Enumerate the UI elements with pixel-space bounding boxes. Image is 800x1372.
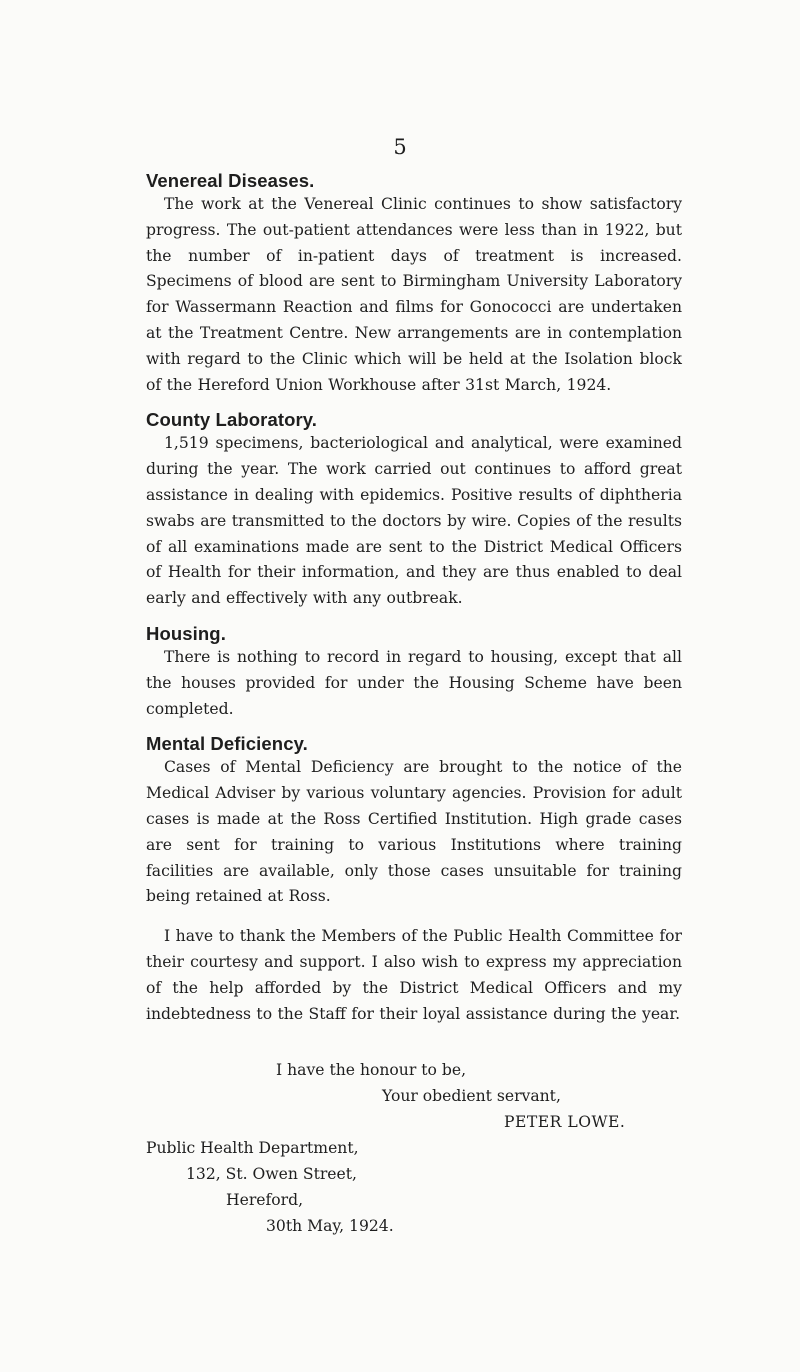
signoff-city: Hereford, bbox=[226, 1191, 304, 1210]
signoff-signature: PETER LOWE. bbox=[504, 1113, 626, 1132]
signoff-department: Public Health Department, bbox=[146, 1139, 359, 1158]
section-paragraph: The work at the Venereal Clinic continues to show satisfactory progress. The out-patient attendances were less than in 1922, but the number of in-patient days of treatment is increased. Specimens of blood are sent to Birmingham University Laboratory for Wassermann Reaction and films for Gonococci are undertaken at the Treatment Centre. New arrangements are in contemplation with regard to the Clinic which will be held at the Isolation block of the Hereford Union Workhouse after 31st March, 1924. bbox=[146, 195, 682, 394]
page-number: 5 bbox=[393, 135, 407, 159]
section-housing bbox=[146, 623, 682, 722]
signoff-servant: Your obedient servant, bbox=[382, 1087, 561, 1106]
signoff-date: 30th May, 1924. bbox=[266, 1217, 394, 1236]
section-paragraph: Cases of Mental Deficiency are brought to the notice of the Medical Adviser by various voluntary agencies. Provision for adult cases is made at the Ross Certified Institution. High grade cases are sent for training to various Institutions where training facilities are available, only those cases unsuitable for training being retained at Ross. bbox=[146, 758, 682, 906]
section-heading: Mental Deficiency. bbox=[146, 733, 308, 755]
closing-paragraph: I have to thank the Members of the Public Health Committee for their courtesy and support. I also wish to express my appreciation of the help afforded by the District Medical Officers and my indebtedness to the Staff for their loyal assistance during the year. bbox=[146, 927, 682, 1023]
section-county-laboratory bbox=[146, 409, 682, 612]
report-body bbox=[146, 170, 682, 1257]
signoff-block bbox=[146, 1057, 682, 1257]
section-mental-deficiency bbox=[146, 733, 682, 910]
section-heading: Venereal Diseases. bbox=[146, 170, 315, 191]
section-heading: County Laboratory. bbox=[146, 409, 318, 431]
section-paragraph: 1,519 specimens, bacteriological and analytical, were examined during the year. The work carried out continues to afford great assistance in dealing with epidemics. Positive results of diphtheria swabs are transmitted to the doctors by wire. Copies of the results of all examinations made are sent to the District Medical Officers of Health for their information, and they are thus enabled to deal early and effectively with any outbreak. bbox=[146, 434, 682, 608]
section-heading: Housing. bbox=[146, 622, 226, 644]
section-venereal-diseases bbox=[146, 170, 682, 398]
section-paragraph: There is nothing to record in regard to housing, except that all the houses provided for under the Housing Scheme have been completed. bbox=[146, 647, 682, 718]
signoff-honour: I have the honour to be, bbox=[276, 1061, 467, 1080]
signoff-street: 132, St. Owen Street, bbox=[186, 1165, 357, 1184]
